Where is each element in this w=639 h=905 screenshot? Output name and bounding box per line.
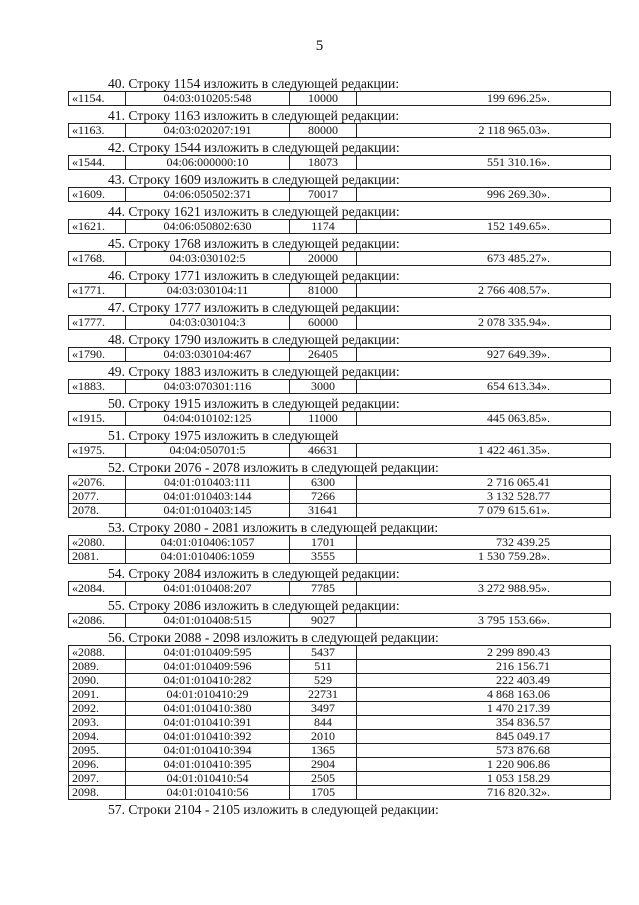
row-number-cell: 2096. (69, 758, 126, 772)
value-cell: 3 132 528.77 (357, 490, 611, 504)
table-row (69, 124, 611, 138)
value-cell: 3 272 988.95». (357, 582, 611, 596)
area-cell: 7785 (290, 582, 357, 596)
value-cell: 551 310.16». (357, 156, 611, 170)
section-heading: 55. Строку 2086 изложить в следующей редакции: (108, 598, 400, 613)
row-number-cell: «1777. (69, 316, 126, 330)
section-heading: 41. Строку 1163 изложить в следующей редакции: (108, 108, 400, 123)
area-cell: 511 (290, 660, 357, 674)
table-row (69, 92, 611, 106)
amendment-table (68, 91, 611, 106)
area-cell: 81000 (290, 284, 357, 298)
row-number-cell: 2098. (69, 786, 126, 800)
area-cell: 2010 (290, 730, 357, 744)
table-row (69, 412, 611, 426)
value-cell: 7 079 615.61». (357, 504, 611, 518)
value-cell: 3 795 153.66». (357, 614, 611, 628)
cadastral-number-cell: 04:01:010408:515 (126, 614, 290, 628)
value-cell: 2 078 335.94». (357, 316, 611, 330)
row-number-cell: «2084. (69, 582, 126, 596)
cadastral-number-cell: 04:01:010410:392 (126, 730, 290, 744)
cadastral-number-cell: 04:06:000000:10 (126, 156, 290, 170)
row-number-cell: «1609. (69, 188, 126, 202)
table-row (69, 188, 611, 202)
area-cell: 11000 (290, 412, 357, 426)
section-heading: 50. Строку 1915 изложить в следующей редакции: (108, 396, 400, 411)
section-heading: 49. Строку 1883 изложить в следующей редакции: (108, 364, 400, 379)
value-cell: 222 403.49 (357, 674, 611, 688)
value-cell: 732 439.25 (357, 536, 611, 550)
amendment-table (68, 219, 611, 234)
amendment-table (68, 251, 611, 266)
value-cell: 199 696.25». (357, 92, 611, 106)
value-cell: 2 716 065.41 (357, 476, 611, 490)
row-number-cell: «2088. (69, 646, 126, 660)
cadastral-number-cell: 04:01:010410:56 (126, 786, 290, 800)
row-number-cell: «1621. (69, 220, 126, 234)
cadastral-number-cell: 04:01:010410:54 (126, 772, 290, 786)
area-cell: 1365 (290, 744, 357, 758)
section-heading: 45. Строку 1768 изложить в следующей редакции: (108, 236, 400, 251)
cadastral-number-cell: 04:01:010410:395 (126, 758, 290, 772)
row-number-cell: 2089. (69, 660, 126, 674)
value-cell: 1 530 759.28». (357, 550, 611, 564)
section-heading: 52. Строки 2076 - 2078 изложить в следующей редакции: (108, 460, 439, 475)
table-row (69, 220, 611, 234)
cadastral-number-cell: 04:03:030104:11 (126, 284, 290, 298)
amendment-table (68, 315, 611, 330)
row-number-cell: 2091. (69, 688, 126, 702)
amendment-table (68, 347, 611, 362)
row-number-cell: «1163. (69, 124, 126, 138)
section-heading: 47. Строку 1777 изложить в следующей редакции: (108, 300, 400, 315)
cadastral-number-cell: 04:03:030104:467 (126, 348, 290, 362)
cadastral-number-cell: 04:01:010410:380 (126, 702, 290, 716)
row-number-cell: 2090. (69, 674, 126, 688)
row-number-cell: «1771. (69, 284, 126, 298)
cadastral-number-cell: 04:01:010408:207 (126, 582, 290, 596)
cadastral-number-cell: 04:06:050802:630 (126, 220, 290, 234)
row-number-cell: «2076. (69, 476, 126, 490)
table-row (69, 504, 611, 518)
row-number-cell: «1883. (69, 380, 126, 394)
row-number-cell: «2086. (69, 614, 126, 628)
row-number-cell: «1915. (69, 412, 126, 426)
table-row (69, 758, 611, 772)
area-cell: 60000 (290, 316, 357, 330)
value-cell: 216 156.71 (357, 660, 611, 674)
area-cell: 31641 (290, 504, 357, 518)
section-heading: 51. Строку 1975 изложить в следующей (108, 428, 339, 443)
value-cell: 354 836.57 (357, 716, 611, 730)
value-cell: 1 470 217.39 (357, 702, 611, 716)
table-row (69, 252, 611, 266)
row-number-cell: «2080. (69, 536, 126, 550)
value-cell: 2 299 890.43 (357, 646, 611, 660)
section-heading: 42. Строку 1544 изложить в следующей редакции: (108, 140, 400, 155)
cadastral-number-cell: 04:03:010205:548 (126, 92, 290, 106)
area-cell: 1701 (290, 536, 357, 550)
value-cell: 845 049.17 (357, 730, 611, 744)
area-cell: 2505 (290, 772, 357, 786)
area-cell: 1174 (290, 220, 357, 234)
table-row (69, 716, 611, 730)
section-heading: 56. Строки 2088 - 2098 изложить в следующей редакции: (108, 630, 439, 645)
amendment-table (68, 283, 611, 298)
cadastral-number-cell: 04:01:010403:145 (126, 504, 290, 518)
cadastral-number-cell: 04:01:010410:394 (126, 744, 290, 758)
table-row (69, 674, 611, 688)
table-row (69, 730, 611, 744)
area-cell: 2904 (290, 758, 357, 772)
value-cell: 1 053 158.29 (357, 772, 611, 786)
amendment-table (68, 411, 611, 426)
value-cell: 996 269.30». (357, 188, 611, 202)
area-cell: 1705 (290, 786, 357, 800)
amendment-table (68, 581, 611, 596)
section-heading: 54. Строку 2084 изложить в следующей редакции: (108, 566, 400, 581)
table-row (69, 476, 611, 490)
area-cell: 46631 (290, 444, 357, 458)
section-heading: 48. Строку 1790 изложить в следующей редакции: (108, 332, 400, 347)
table-row (69, 646, 611, 660)
amendment-table (68, 443, 611, 458)
table-row (69, 550, 611, 564)
value-cell: 654 613.34». (357, 380, 611, 394)
area-cell: 26405 (290, 348, 357, 362)
value-cell: 445 063.85». (357, 412, 611, 426)
area-cell: 529 (290, 674, 357, 688)
area-cell: 3000 (290, 380, 357, 394)
section-heading: 43. Строку 1609 изложить в следующей редакции: (108, 172, 400, 187)
table-row (69, 380, 611, 394)
area-cell: 3555 (290, 550, 357, 564)
value-cell: 573 876.68 (357, 744, 611, 758)
row-number-cell: 2097. (69, 772, 126, 786)
value-cell: 4 868 163.06 (357, 688, 611, 702)
table-row (69, 582, 611, 596)
table-row (69, 316, 611, 330)
value-cell: 2 118 965.03». (357, 124, 611, 138)
value-cell: 927 649.39». (357, 348, 611, 362)
cadastral-number-cell: 04:03:030104:3 (126, 316, 290, 330)
amendment-table (68, 379, 611, 394)
area-cell: 3497 (290, 702, 357, 716)
table-row (69, 156, 611, 170)
cadastral-number-cell: 04:01:010409:595 (126, 646, 290, 660)
cadastral-number-cell: 04:01:010410:391 (126, 716, 290, 730)
area-cell: 6300 (290, 476, 357, 490)
table-row (69, 660, 611, 674)
section-heading: 53. Строку 2080 - 2081 изложить в следующей редакции: (108, 520, 439, 535)
value-cell: 716 820.32». (357, 786, 611, 800)
cadastral-number-cell: 04:04:050701:5 (126, 444, 290, 458)
row-number-cell: «1154. (69, 92, 126, 106)
table-row (69, 744, 611, 758)
area-cell: 5437 (290, 646, 357, 660)
cadastral-number-cell: 04:03:070301:116 (126, 380, 290, 394)
amendment-table (68, 123, 611, 138)
area-cell: 9027 (290, 614, 357, 628)
cadastral-number-cell: 04:01:010410:282 (126, 674, 290, 688)
row-number-cell: 2092. (69, 702, 126, 716)
area-cell: 80000 (290, 124, 357, 138)
amendment-table (68, 645, 611, 800)
section-heading: 40. Строку 1154 изложить в следующей редакции: (108, 76, 400, 91)
cadastral-number-cell: 04:03:020207:191 (126, 124, 290, 138)
area-cell: 18073 (290, 156, 357, 170)
cadastral-number-cell: 04:04:010102:125 (126, 412, 290, 426)
table-row (69, 348, 611, 362)
row-number-cell: «1768. (69, 252, 126, 266)
row-number-cell: 2081. (69, 550, 126, 564)
cadastral-number-cell: 04:06:050502:371 (126, 188, 290, 202)
row-number-cell: «1975. (69, 444, 126, 458)
section-heading: 46. Строку 1771 изложить в следующей редакции: (108, 268, 400, 283)
cadastral-number-cell: 04:03:030102:5 (126, 252, 290, 266)
cadastral-number-cell: 04:01:010409:596 (126, 660, 290, 674)
amendment-table (68, 475, 611, 518)
table-row (69, 702, 611, 716)
area-cell: 844 (290, 716, 357, 730)
table-row (69, 786, 611, 800)
value-cell: 1 422 461.35». (357, 444, 611, 458)
amendment-table (68, 187, 611, 202)
area-cell: 22731 (290, 688, 357, 702)
section-heading: 44. Строку 1621 изложить в следующей редакции: (108, 204, 400, 219)
cadastral-number-cell: 04:01:010403:144 (126, 490, 290, 504)
row-number-cell: 2077. (69, 490, 126, 504)
area-cell: 10000 (290, 92, 357, 106)
value-cell: 1 220 906.86 (357, 758, 611, 772)
row-number-cell: «1790. (69, 348, 126, 362)
table-row (69, 688, 611, 702)
table-row (69, 444, 611, 458)
row-number-cell: 2093. (69, 716, 126, 730)
page-number: 5 (315, 38, 324, 54)
table-row (69, 772, 611, 786)
cadastral-number-cell: 04:01:010410:29 (126, 688, 290, 702)
value-cell: 673 485.27». (357, 252, 611, 266)
amendment-table (68, 535, 611, 564)
table-row (69, 614, 611, 628)
table-row (69, 536, 611, 550)
section-heading: 57. Строки 2104 - 2105 изложить в следующей редакции: (108, 802, 439, 817)
amendment-table (68, 155, 611, 170)
value-cell: 152 149.65». (357, 220, 611, 234)
row-number-cell: «1544. (69, 156, 126, 170)
area-cell: 70017 (290, 188, 357, 202)
amendment-table (68, 613, 611, 628)
row-number-cell: 2078. (69, 504, 126, 518)
value-cell: 2 766 408.57». (357, 284, 611, 298)
area-cell: 7266 (290, 490, 357, 504)
document-body (68, 76, 611, 817)
cadastral-number-cell: 04:01:010406:1059 (126, 550, 290, 564)
cadastral-number-cell: 04:01:010403:111 (126, 476, 290, 490)
table-row (69, 490, 611, 504)
cadastral-number-cell: 04:01:010406:1057 (126, 536, 290, 550)
table-row (69, 284, 611, 298)
row-number-cell: 2094. (69, 730, 126, 744)
area-cell: 20000 (290, 252, 357, 266)
row-number-cell: 2095. (69, 744, 126, 758)
